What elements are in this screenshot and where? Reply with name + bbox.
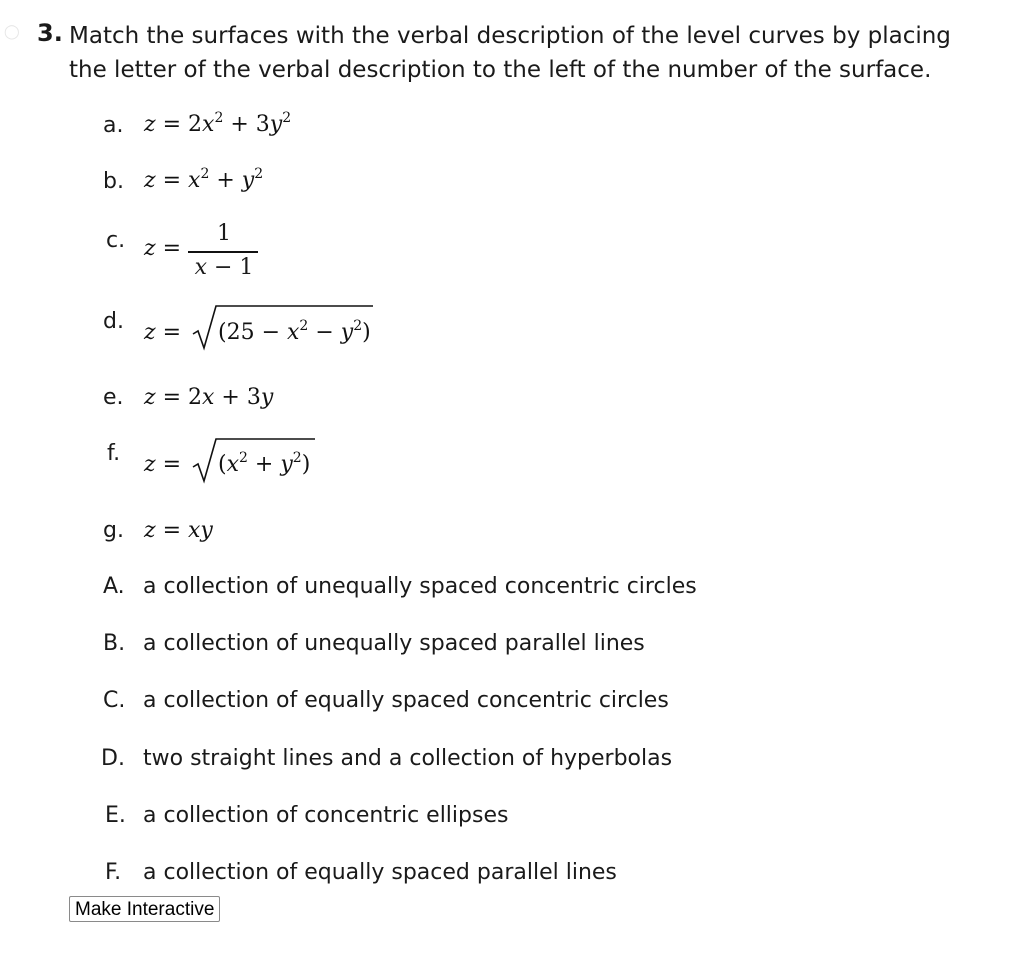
surface-label-a: a. — [103, 113, 124, 138]
description-label-B: B. — [103, 631, 126, 656]
surface-equation-g: z = xy — [144, 518, 213, 543]
make-interactive-button[interactable]: Make Interactive — [69, 896, 220, 922]
surface-label-c: c. — [106, 228, 126, 253]
question-number: 3. — [37, 19, 63, 47]
description-label-D: D. — [101, 746, 125, 771]
surface-label-b: b. — [103, 169, 124, 194]
description-label-C: C. — [103, 688, 126, 713]
surface-label-f: f. — [107, 441, 121, 466]
description-text-D: two straight lines and a collection of hyperbolas — [143, 746, 673, 771]
fraction-bar — [188, 251, 258, 253]
surface-equation-a: $z = 2x^2 + 3y^2$ — [144, 110, 292, 137]
surface-equation-c-lhs: z = — [144, 236, 182, 261]
link-icon: ◯ — [4, 24, 20, 40]
description-text-A: a collection of unequally spaced concentric circles — [143, 574, 697, 599]
description-text-B: a collection of unequally spaced parallel lines — [143, 631, 645, 656]
question-prompt: Match the surfaces with the verbal description of the level curves by placing the letter of the verbal description to the left of the number of the surface. — [69, 23, 951, 83]
surface-label-g: g. — [103, 518, 124, 543]
surface-equation-d-radicand: $(25 - x^2 - y^2)$ — [218, 318, 371, 345]
surface-equation-e: z = 2x + 3y — [144, 385, 274, 410]
description-text-E: a collection of concentric ellipses — [143, 803, 509, 828]
surface-label-d: d. — [103, 309, 124, 334]
fraction-denominator: x − 1 — [194, 255, 254, 280]
description-label-F: F. — [105, 860, 122, 885]
surface-equation-b: $z = x^2 + y^2$ — [144, 166, 264, 193]
description-label-A: A. — [103, 574, 125, 599]
surface-equation-f-lhs: z = — [144, 452, 182, 477]
surface-equation-f-radicand: $(x^2 + y^2)$ — [218, 450, 311, 477]
surface-label-e: e. — [103, 385, 124, 410]
surface-equation-d-lhs: z = — [144, 320, 182, 345]
description-text-C: a collection of equally spaced concentric circles — [143, 688, 669, 713]
fraction-numerator: 1 — [217, 221, 231, 246]
description-text-F: a collection of equally spaced parallel lines — [143, 860, 617, 885]
description-label-E: E. — [105, 803, 126, 828]
